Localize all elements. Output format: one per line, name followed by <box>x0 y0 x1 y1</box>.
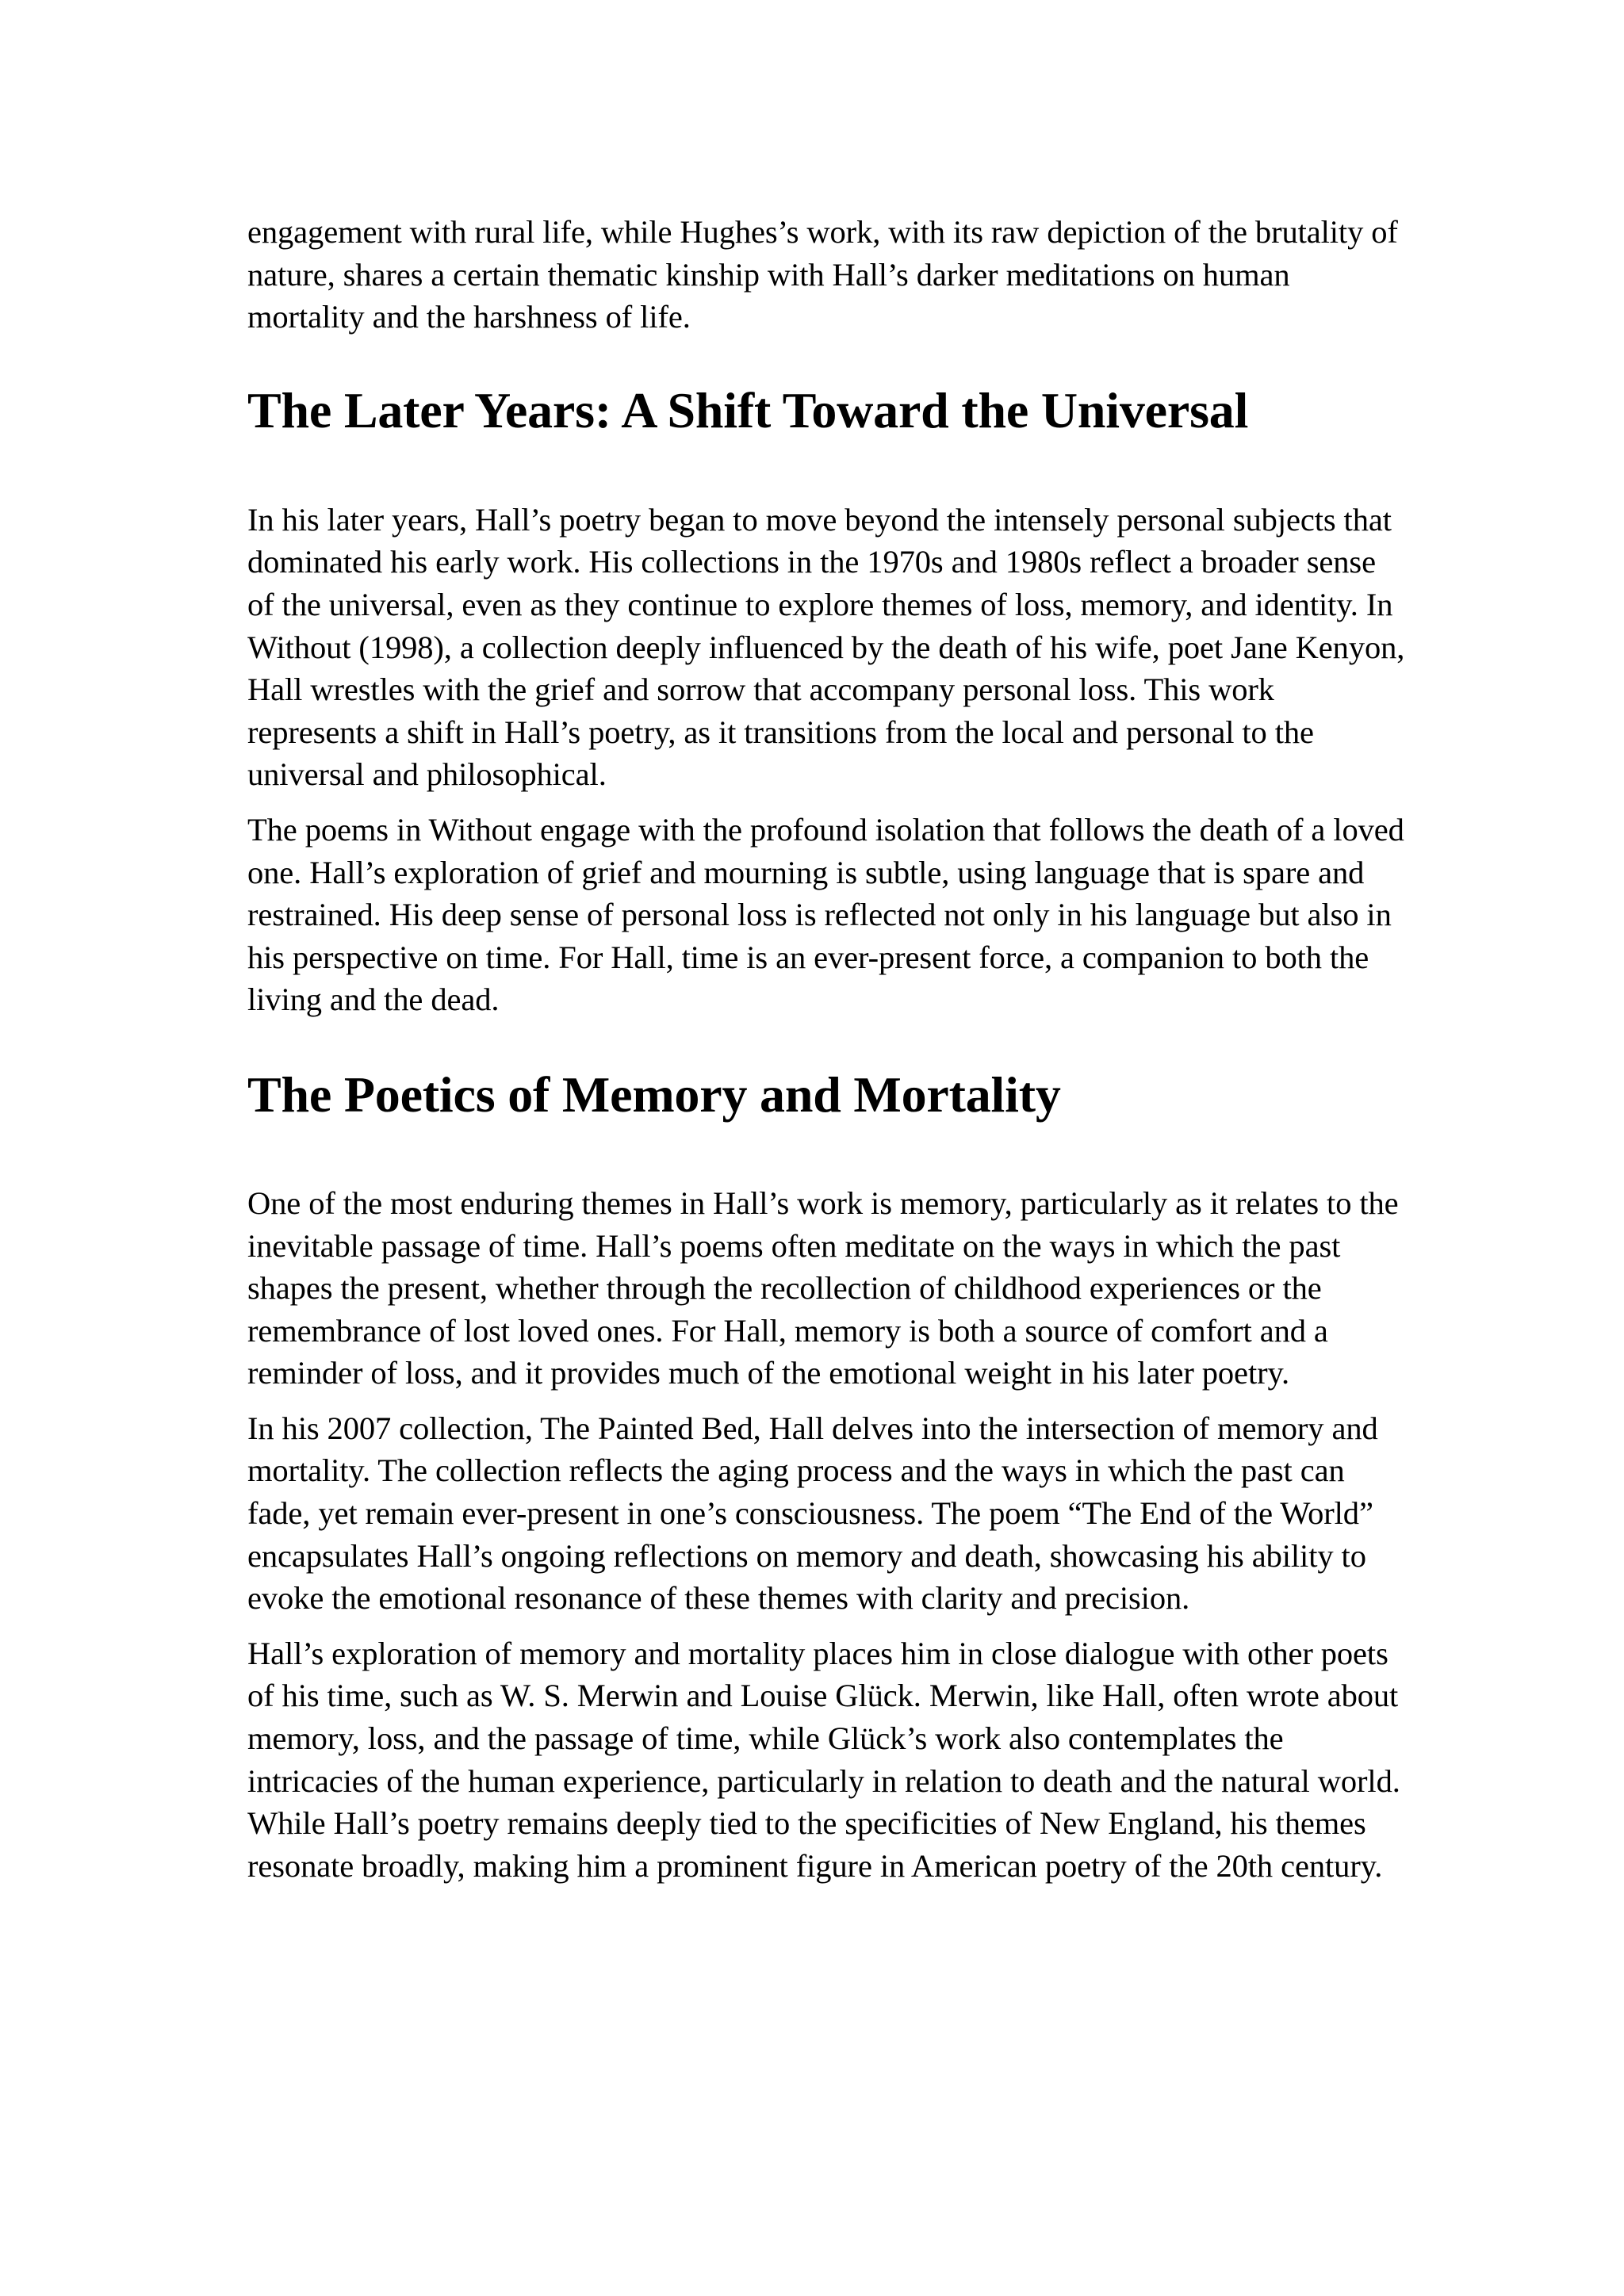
paragraph: One of the most enduring themes in Hall’s work is memory, particularly as it relates to the inevitable passage of time. Hall’s poems often meditate on the ways in which the past shapes the present, whether through the recollection of childhood experiences or the remembrance of lost loved ones. For Hall, memory is both a source of comfort and a reminder of loss, and it provides much of the emotional weight in his later poetry. <box>247 1184 1399 1391</box>
paragraph: In his 2007 collection, The Painted Bed, Hall delves into the intersection of memory and mortality. The collection reflects the aging process and the ways in which the past can fade, yet remain ever-present in one’s consciousness. The poem “The End of the World” encapsulates Hall’s ongoing reflections on memory and death, showcasing his ability to evoke the emotional resonance of these themes with clarity and precision. <box>247 1410 1378 1617</box>
paragraph: Hall’s exploration of memory and mortality places him in close dialogue with other poets of his time, such as W. S. Merwin and Louise Glück. Merwin, like Hall, often wrote about memory, loss, and the passage of time, while Glück’s work also contemplates the intricacies of the human experience, particularly in relation to death and the natural world. While Hall’s poetry remains deeply tied to the specificities of New England, his themes resonate broadly, making him a prominent figure in American poetry of the 20th century. <box>247 1635 1400 1884</box>
section-heading-later-years: The Later Years: A Shift Toward the Universal <box>247 381 1249 438</box>
paragraph: The poems in Without engage with the profound isolation that follows the death of a loved one. Hall’s exploration of grief and mourning is subtle, using language that is spare and restrained. His deep sense of personal loss is reflected not only in his language but also in his perspective on time. For Hall, time is an ever-present force, a companion to both the living and the dead. <box>247 811 1404 1018</box>
paragraph-intro: engagement with rural life, while Hughes’s work, with its raw depiction of the brutality of nature, shares a certain thematic kinship with Hall’s darker meditations on human mortality and the harshness of life. <box>247 214 1398 335</box>
paragraph: In his later years, Hall’s poetry began to move beyond the intensely personal subjects that dominated his early work. His collections in the 1970s and 1980s reflect a broader sense of the universal, even as they continue to explore themes of loss, memory, and identity. In Without (1998), a collection deeply influenced by the death of his wife, poet Jane Kenyon, Hall wrestles with the grief and sorrow that accompany personal loss. This work represents a shift in Hall’s poetry, as it transitions from the local and personal to the universal and philosophical. <box>247 501 1405 793</box>
document-body <box>247 211 1405 1900</box>
section-heading-poetics-memory: The Poetics of Memory and Mortality <box>247 1066 1061 1123</box>
